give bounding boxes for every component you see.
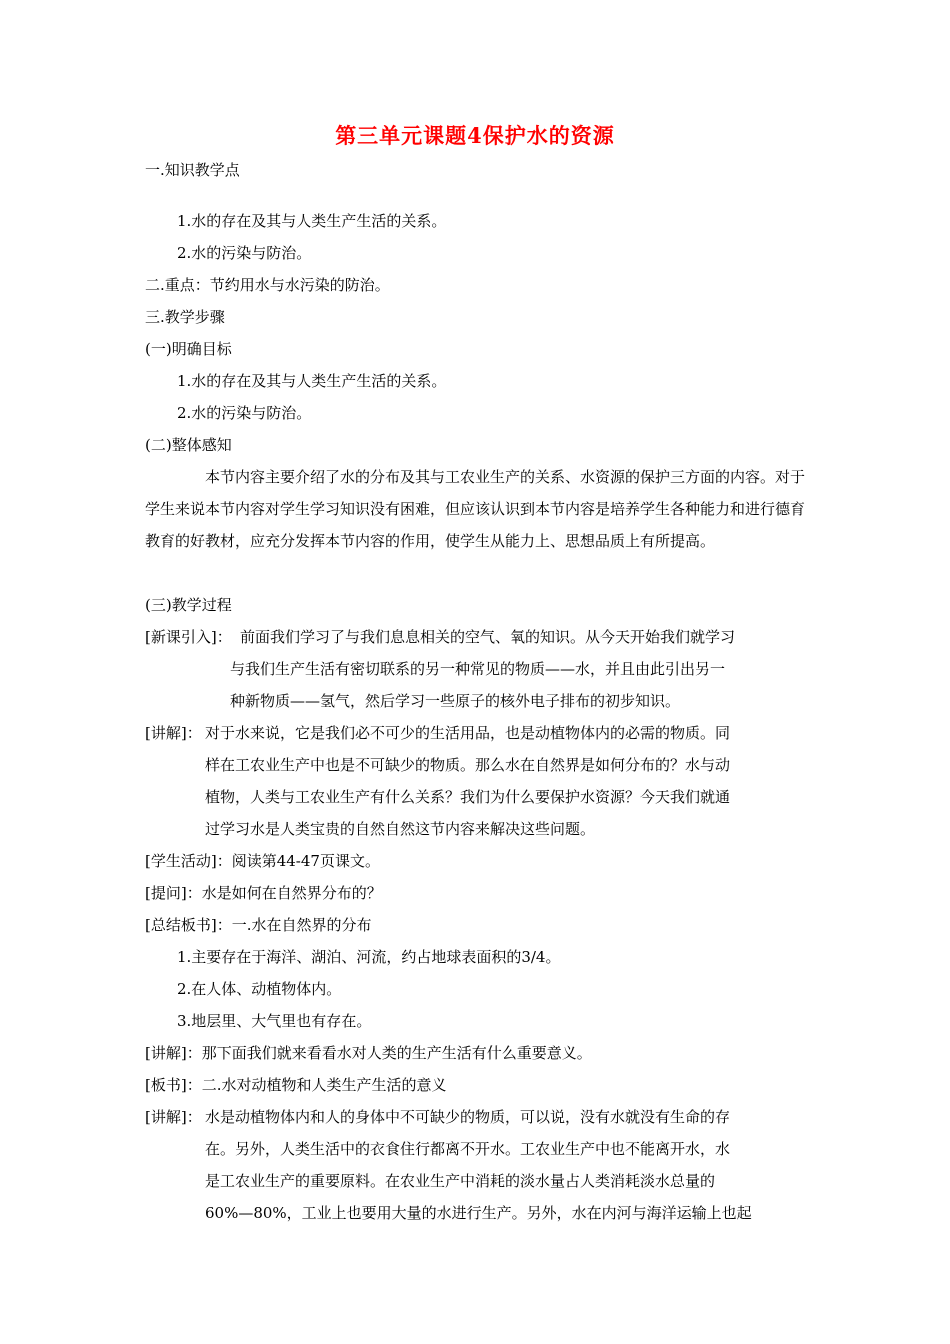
explain-1-line-3: 植物，人类与工农业生产有什么关系？我们为什么要保护水资源？今天我们就通 [205, 788, 731, 806]
explain-3-line-4: 60%—80%，工业上也要用大量的水进行生产。另外，水在内河与海洋运输上也起 [205, 1204, 752, 1222]
summary-item-2: 2.在人体、动植物体内。 [177, 980, 342, 998]
explain-3-line-3: 是工农业生产的重要原料。在农业生产中消耗的淡水量占人类消耗淡水总量的 [205, 1172, 716, 1190]
explain-3-label: [讲解]： [145, 1108, 202, 1126]
explain-1-line-2: 样在工农业生产中也是不可缺少的物质。那么水在自然界是如何分布的？水与动 [205, 756, 731, 774]
intro-line-2: 与我们生产生活有密切联系的另一种常见的物质——水，并且由此引出另一 [230, 660, 726, 678]
explain-3-line-2: 在。另外，人类生活中的衣食住行都离不开水。工农业生产中也不能离开水，水 [205, 1140, 731, 1158]
section-1-heading: 一.知识教学点 [145, 161, 240, 179]
section-3-heading: 三.教学步骤 [145, 308, 225, 326]
intro-label: [新课引入]： [145, 628, 232, 646]
explain-1-label: [讲解]： [145, 724, 202, 742]
section-1-item-1: 1.水的存在及其与人类生产生活的关系。 [177, 212, 447, 230]
summary-item-3: 3.地层里、大气里也有存在。 [177, 1012, 372, 1030]
question: [提问]：水是如何在自然界分布的？ [145, 884, 382, 902]
overview-paragraph: 本节内容主要介绍了水的分布及其与工农业生产的关系、水资源的保护三方面的内容。对于学生来说本节内容对学生学习知识没有困难，但应该认识到本节内容是培养学生各种能力和进行德育教育的好教材，应充分发挥本节内容的作用，使学生从能力上、思想品质上有所提高。 [145, 468, 806, 550]
subsection-1-item-1: 1.水的存在及其与人类生产生活的关系。 [177, 372, 447, 390]
section-1-item-2: 2.水的污染与防治。 [177, 244, 312, 262]
intro-line-3: 种新物质——氢气，然后学习一些原子的核外电子排布的初步知识。 [230, 692, 681, 710]
explain-2: [讲解]：那下面我们就来看看水对人类的生产生活有什么重要意义。 [145, 1044, 592, 1062]
summary-board: [总结板书]：一.水在自然界的分布 [145, 916, 372, 934]
summary-item-1: 1.主要存在于海洋、湖泊、河流，约占地球表面积的3/4。 [177, 948, 561, 966]
board-note: [板书]：二.水对动植物和人类生产生活的意义 [145, 1076, 447, 1094]
student-activity: [学生活动]：阅读第44-47页课文。 [145, 852, 380, 870]
subsection-2-heading: (二)整体感知 [145, 436, 232, 454]
subsection-3-heading: (三)教学过程 [145, 596, 232, 614]
section-2-heading: 二.重点：节约用水与水污染的防治。 [145, 276, 390, 294]
intro-line-1: 前面我们学习了与我们息息相关的空气、氧的知识。从今天开始我们就学习 [240, 628, 736, 646]
explain-1-line-4: 过学习水是人类宝贵的自然自然这节内容来解决这些问题。 [205, 820, 596, 838]
document-title: 第三单元课题4保护水的资源 [335, 123, 615, 148]
subsection-1-heading: (一)明确目标 [145, 340, 232, 358]
explain-1-line-1: 对于水来说，它是我们必不可少的生活用品，也是动植物体内的必需的物质。同 [205, 724, 731, 742]
subsection-1-item-2: 2.水的污染与防治。 [177, 404, 312, 422]
explain-3-line-1: 水是动植物体内和人的身体中不可缺少的物质，可以说，没有水就没有生命的存 [205, 1108, 731, 1126]
